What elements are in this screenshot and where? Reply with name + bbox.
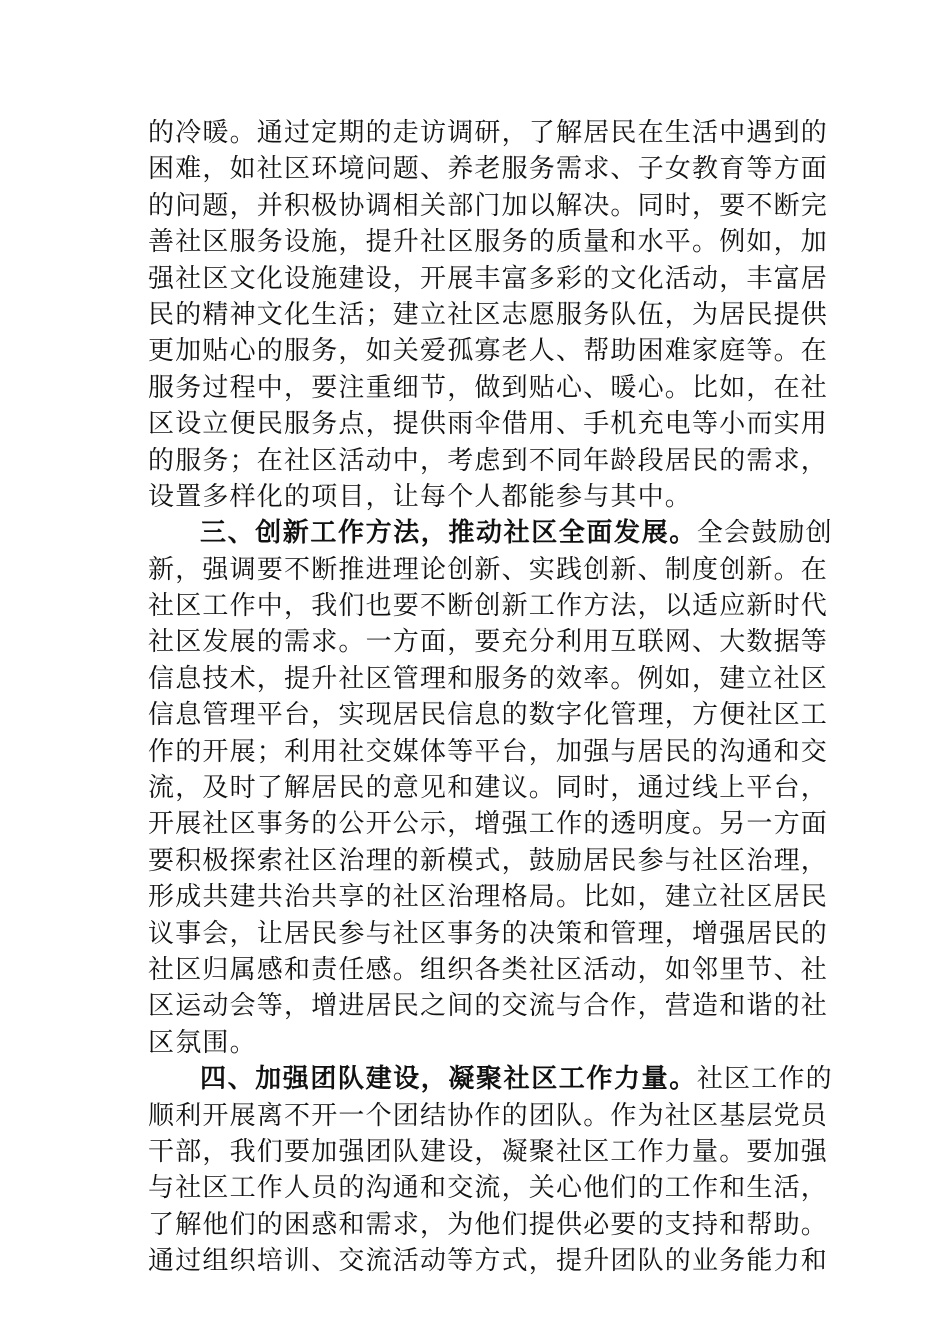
- paragraph-line: 了解他们的困惑和需求，为他们提供必要的支持和帮助。: [148, 1209, 829, 1240]
- paragraph-line: 开展社区事务的公开公示，增强工作的透明度。另一方面: [148, 809, 829, 840]
- paragraph-line: 议事会，让居民参与社区事务的决策和管理，增强居民的: [148, 918, 829, 949]
- paragraph-line: 要积极探索社区治理的新模式，鼓励居民参与社区治理，: [148, 845, 829, 876]
- paragraph-line: 与社区工作人员的沟通和交流，关心他们的工作和生活，: [148, 1173, 829, 1204]
- section-heading: 四、加强团队建设，凝聚社区工作力量。: [200, 1064, 697, 1095]
- paragraph-line: 社区归属感和责任感。组织各类社区活动，如邻里节、社: [148, 954, 829, 985]
- section-first-line-text: 社区工作的: [696, 1064, 833, 1095]
- paragraph-line: 服务过程中，要注重细节，做到贴心、暖心。比如，在社: [148, 372, 829, 403]
- paragraph-line: 的问题，并积极协调相关部门加以解决。同时，要不断完: [148, 190, 829, 221]
- section-heading: 三、创新工作方法，推动社区全面发展。: [200, 518, 697, 549]
- paragraph-line: 区设立便民服务点，提供雨伞借用、手机充电等小而实用: [148, 409, 829, 440]
- paragraph-line: 更加贴心的服务，如关爱孤寡老人、帮助困难家庭等。在: [148, 336, 829, 367]
- paragraph-line: 善社区服务设施，提升社区服务的质量和水平。例如，加: [148, 227, 829, 258]
- paragraph-line: 设置多样化的项目，让每个人都能参与其中。: [148, 481, 693, 512]
- paragraph-line: 通过组织培训、交流活动等方式，提升团队的业务能力和: [148, 1246, 829, 1277]
- paragraph-line: 民的精神文化生活；建立社区志愿服务队伍，为居民提供: [148, 299, 829, 330]
- paragraph-line: 的服务；在社区活动中，考虑到不同年龄段居民的需求，: [148, 445, 829, 476]
- paragraph-line: 困难，如社区环境问题、养老服务需求、子女教育等方面: [148, 154, 829, 185]
- paragraph-line: 流，及时了解居民的意见和建议。同时，通过线上平台，: [148, 773, 829, 804]
- paragraph-line: 信息管理平台，实现居民信息的数字化管理，方便社区工: [148, 700, 829, 731]
- section-heading-line: [148, 515, 833, 551]
- paragraph-line: 的冷暖。通过定期的走访调研，了解居民在生活中遇到的: [148, 118, 829, 148]
- paragraph-line: 区运动会等，增进居民之间的交流与合作，营造和谐的社: [148, 991, 829, 1022]
- paragraph-line: 形成共建共治共享的社区治理格局。比如，建立社区居民: [148, 882, 829, 913]
- paragraph-line: 干部，我们要加强团队建设，凝聚社区工作力量。要加强: [148, 1136, 829, 1167]
- section-first-line-text: 全会鼓励创: [696, 518, 833, 549]
- paragraph-line: 信息技术，提升社区管理和服务的效率。例如，建立社区: [148, 663, 829, 694]
- paragraph-line: 社区工作中，我们也要不断创新工作方法，以适应新时代: [148, 591, 829, 622]
- paragraph-line: 强社区文化设施建设，开展丰富多彩的文化活动，丰富居: [148, 263, 829, 294]
- paragraph-line: 顺利开展离不开一个团结协作的团队。作为社区基层党员: [148, 1100, 829, 1131]
- section-heading-line: [148, 1061, 833, 1097]
- document-body: [148, 115, 833, 1280]
- paragraph-line: 新，强调要不断推进理论创新、实践创新、制度创新。在: [148, 554, 829, 585]
- paragraph-line: 作的开展；利用社交媒体等平台，加强与居民的沟通和交: [148, 736, 829, 767]
- paragraph-line: 区氛围。: [148, 1027, 257, 1058]
- paragraph-line: 社区发展的需求。一方面，要充分利用互联网、大数据等: [148, 627, 829, 658]
